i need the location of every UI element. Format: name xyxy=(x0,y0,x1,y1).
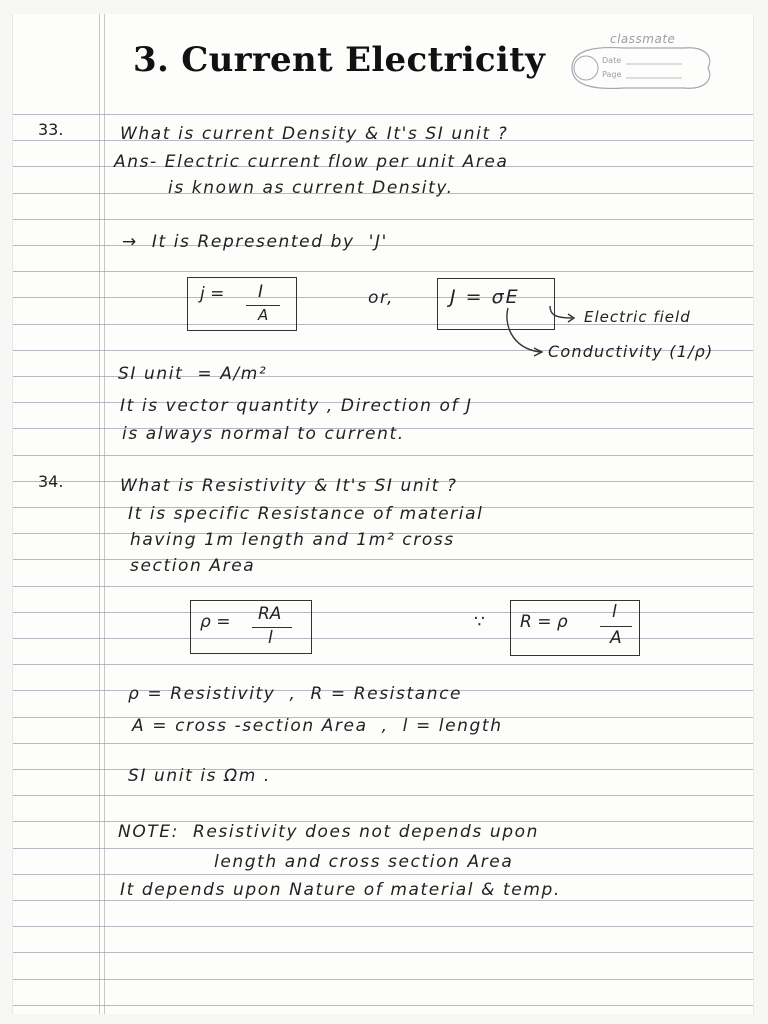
ruled-line xyxy=(13,874,753,875)
formula-numerator: RA xyxy=(258,604,282,624)
ruled-line xyxy=(13,926,753,927)
ruled-line xyxy=(13,271,753,272)
connector-text: or, xyxy=(368,288,395,308)
ruled-line xyxy=(13,952,753,953)
question-text: What is current Density & It's SI unit ? xyxy=(120,124,509,144)
page-title: 3. Current Electricity xyxy=(133,40,546,80)
answer-text: is always normal to current. xyxy=(122,424,405,444)
ruled-line xyxy=(13,1005,753,1006)
answer-text: It is vector quantity , Direction of J xyxy=(120,396,473,416)
ruled-line xyxy=(13,219,753,220)
ruled-line xyxy=(13,743,753,744)
annotation-label: Conductivity (1/ρ) xyxy=(548,342,714,361)
formula-numerator: l xyxy=(612,602,617,622)
formula-denominator: l xyxy=(268,628,273,648)
ruled-line xyxy=(13,114,753,115)
margin-line xyxy=(99,14,100,1014)
formula-lhs: R = ρ xyxy=(520,612,568,632)
answer-text: → It is Represented by 'J' xyxy=(122,232,388,252)
answer-text: is known as current Density. xyxy=(168,178,454,198)
note-text: length and cross section Area xyxy=(214,852,514,872)
ruled-line xyxy=(13,848,753,849)
ruled-line xyxy=(13,612,753,613)
ruled-line xyxy=(13,979,753,980)
date-label: Date xyxy=(602,56,622,65)
ruled-line xyxy=(13,769,753,770)
question-number: 33. xyxy=(38,120,64,139)
note-text: It depends upon Nature of material & temp. xyxy=(120,880,561,900)
answer-text: It is specific Resistance of material xyxy=(128,504,484,524)
ruled-line xyxy=(13,900,753,901)
definition-text: ρ = Resistivity , R = Resistance xyxy=(128,684,463,704)
ruled-line xyxy=(13,586,753,587)
formula-denominator: A xyxy=(258,306,269,324)
formula-text: J = σE xyxy=(450,286,520,308)
ruled-line xyxy=(13,795,753,796)
annotation-label: Electric field xyxy=(584,308,691,326)
answer-text: section Area xyxy=(130,556,256,576)
brand-name: classmate xyxy=(610,32,676,46)
formula-denominator: A xyxy=(610,628,622,648)
question-number: 34. xyxy=(38,472,64,491)
since-symbol: ∵ xyxy=(474,612,487,632)
ruled-line xyxy=(13,559,753,560)
margin-line xyxy=(104,14,105,1014)
ruled-line xyxy=(13,638,753,639)
note-text: NOTE: Resistivity does not depends upon xyxy=(118,822,539,842)
answer-text: Ans- Electric current flow per unit Area xyxy=(114,152,509,172)
formula-lhs: ρ = xyxy=(200,612,231,632)
classmate-stamp xyxy=(564,28,714,100)
definition-text: A = cross -section Area , l = length xyxy=(132,716,503,736)
answer-text: having 1m length and 1m² cross xyxy=(130,530,455,550)
formula-numerator: I xyxy=(258,282,264,302)
formula-lhs: j = xyxy=(200,284,225,304)
ruled-line xyxy=(13,455,753,456)
si-unit-text: SI unit = A/m² xyxy=(118,364,268,384)
si-unit-text: SI unit is Ωm . xyxy=(128,766,271,786)
page-label: Page xyxy=(602,70,622,79)
ruled-line xyxy=(13,664,753,665)
question-text: What is Resistivity & It's SI unit ? xyxy=(120,476,458,496)
